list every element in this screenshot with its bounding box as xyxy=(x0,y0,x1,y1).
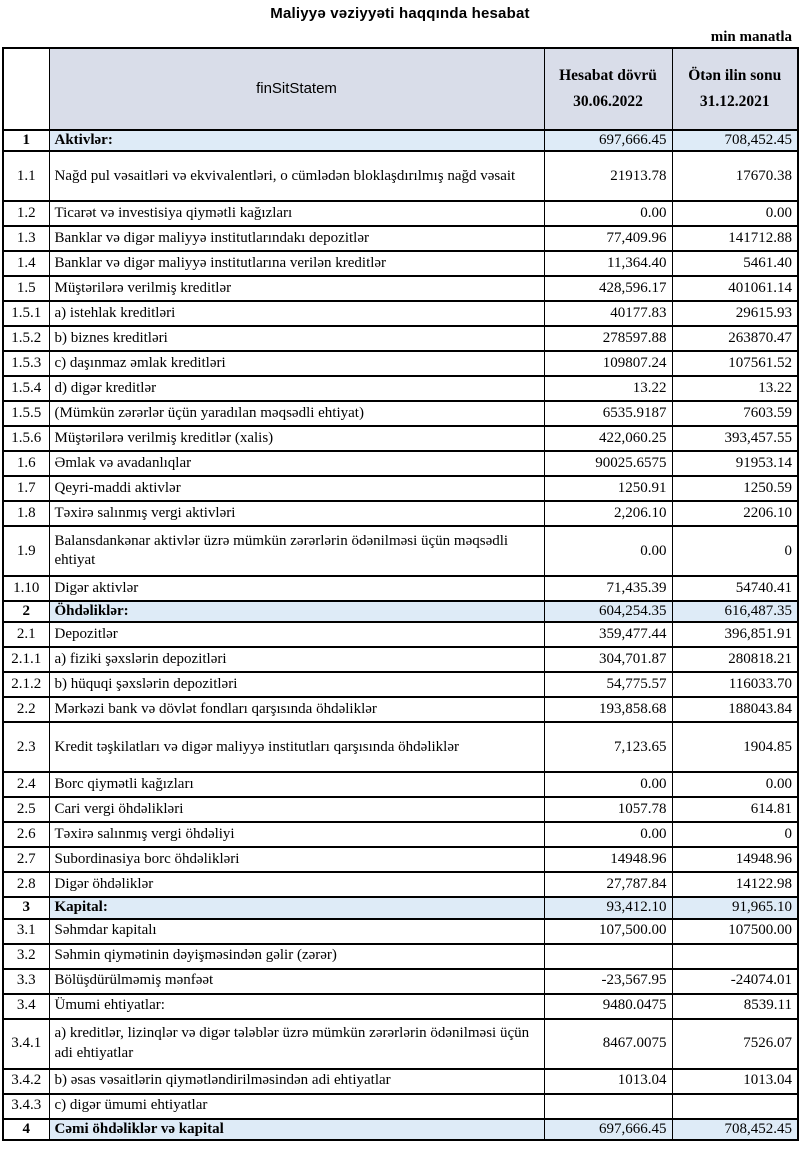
row-label-cell: Ticarət və investisiya qiymətli kağızları xyxy=(49,201,544,226)
row-label-cell: Müştərilərə verilmiş kreditlər xyxy=(49,276,544,301)
table-row xyxy=(3,251,798,276)
row-value-prior-cell: 54740.41 xyxy=(672,576,798,601)
row-label-cell: Borc qiymətli kağızları xyxy=(49,772,544,797)
row-value-prior-cell: 393,457.55 xyxy=(672,426,798,451)
row-value-prior-cell: 107500.00 xyxy=(672,919,798,944)
table-row xyxy=(3,872,798,897)
row-label-cell: Subordinasiya borc öhdəlikləri xyxy=(49,847,544,872)
table-row xyxy=(3,919,798,944)
row-value-current-cell: 359,477.44 xyxy=(544,622,672,647)
row-value-current-cell: 14948.96 xyxy=(544,847,672,872)
row-value-prior-cell: 1904.85 xyxy=(672,722,798,772)
table-row xyxy=(3,722,798,772)
row-value-current-cell: 11,364.40 xyxy=(544,251,672,276)
table-row xyxy=(3,647,798,672)
row-number-cell: 3.4.2 xyxy=(3,1069,49,1094)
row-label-cell: Depozitlər xyxy=(49,622,544,647)
table-row xyxy=(3,1069,798,1094)
row-value-current-cell: 107,500.00 xyxy=(544,919,672,944)
table-row xyxy=(3,1019,798,1069)
table-row xyxy=(3,576,798,601)
row-value-prior-cell: 116033.70 xyxy=(672,672,798,697)
row-value-current-cell: 13.22 xyxy=(544,376,672,401)
row-number-cell: 3 xyxy=(3,897,49,918)
row-value-current-cell: 0.00 xyxy=(544,201,672,226)
row-label-cell: d) digər kreditlər xyxy=(49,376,544,401)
row-value-prior-cell: 7526.07 xyxy=(672,1019,798,1069)
row-number-cell: 1.3 xyxy=(3,226,49,251)
table-row xyxy=(3,772,798,797)
row-value-current-cell: 604,254.35 xyxy=(544,601,672,622)
header-corner-cell xyxy=(3,48,49,130)
table-row xyxy=(3,451,798,476)
row-value-current-cell: 7,123.65 xyxy=(544,722,672,772)
page-title: Maliyyə vəziyyəti haqqında hesabat xyxy=(270,5,530,22)
row-label-cell: Nağd pul vəsaitləri və ekvivalentləri, o cümlədən bloklaşdırılmış nağd vəsait xyxy=(49,151,544,201)
row-value-prior-cell: 13.22 xyxy=(672,376,798,401)
row-value-prior-cell: 2206.10 xyxy=(672,501,798,526)
row-label-cell: Müştərilərə verilmiş kreditlər (xalis) xyxy=(49,426,544,451)
row-value-current-cell: 6535.9187 xyxy=(544,401,672,426)
row-value-prior-cell: 1013.04 xyxy=(672,1069,798,1094)
table-row xyxy=(3,526,798,576)
row-label-cell: Kapital: xyxy=(49,897,544,918)
row-value-current-cell: 93,412.10 xyxy=(544,897,672,918)
row-value-current-cell: 697,666.45 xyxy=(544,1119,672,1140)
table-row xyxy=(3,426,798,451)
row-label-cell: Digər öhdəliklər xyxy=(49,872,544,897)
row-value-prior-cell: 8539.11 xyxy=(672,994,798,1019)
table-row xyxy=(3,151,798,201)
row-value-current-cell: 0.00 xyxy=(544,526,672,576)
row-number-cell: 1.5.2 xyxy=(3,326,49,351)
row-label-cell: a) istehlak kreditləri xyxy=(49,301,544,326)
row-label-cell: Balansdankənar aktivlər üzrə mümkün zərərlərin ödənilməsi üçün məqsədli ehtiyat xyxy=(49,526,544,576)
row-value-current-cell: 193,858.68 xyxy=(544,697,672,722)
row-label-cell: Öhdəliklər: xyxy=(49,601,544,622)
financial-statement-table xyxy=(2,47,799,1141)
table-row xyxy=(3,1119,798,1140)
row-value-current-cell: 697,666.45 xyxy=(544,130,672,151)
table-row xyxy=(3,130,798,151)
row-value-prior-cell: 0 xyxy=(672,526,798,576)
table-row xyxy=(3,326,798,351)
row-value-current-cell: 109807.24 xyxy=(544,351,672,376)
row-value-prior-cell: 91,965.10 xyxy=(672,897,798,918)
row-value-prior-cell: 0.00 xyxy=(672,772,798,797)
row-number-cell: 1.10 xyxy=(3,576,49,601)
row-value-prior-cell: 396,851.91 xyxy=(672,622,798,647)
row-value-current-cell: 9480.0475 xyxy=(544,994,672,1019)
table-row xyxy=(3,994,798,1019)
row-number-cell: 2 xyxy=(3,601,49,622)
row-number-cell: 2.1.1 xyxy=(3,647,49,672)
table-row xyxy=(3,969,798,994)
row-number-cell: 2.8 xyxy=(3,872,49,897)
row-number-cell: 2.1.2 xyxy=(3,672,49,697)
row-value-current-cell: 8467.0075 xyxy=(544,1019,672,1069)
header-current-period-date: 30.06.2022 xyxy=(573,93,643,110)
row-label-cell: Ümumi ehtiyatlar: xyxy=(49,994,544,1019)
table-row xyxy=(3,351,798,376)
row-label-cell: Təxirə salınmış vergi öhdəliyi xyxy=(49,822,544,847)
row-value-prior-cell: 91953.14 xyxy=(672,451,798,476)
row-number-cell: 3.4.1 xyxy=(3,1019,49,1069)
row-value-prior-cell: 141712.88 xyxy=(672,226,798,251)
row-number-cell: 2.1 xyxy=(3,622,49,647)
row-value-prior-cell: 1250.59 xyxy=(672,476,798,501)
row-number-cell: 3.4.3 xyxy=(3,1094,49,1119)
row-number-cell: 1 xyxy=(3,130,49,151)
row-label-cell: Cari vergi öhdəlikləri xyxy=(49,797,544,822)
row-number-cell: 1.9 xyxy=(3,526,49,576)
header-description-cell: finSitStatem xyxy=(49,48,544,130)
row-number-cell: 1.5.5 xyxy=(3,401,49,426)
row-label-cell: Kredit təşkilatları və digər maliyyə institutları qarşısında öhdəliklər xyxy=(49,722,544,772)
table-row xyxy=(3,401,798,426)
row-value-prior-cell: 188043.84 xyxy=(672,697,798,722)
row-number-cell: 3.1 xyxy=(3,919,49,944)
row-number-cell: 2.6 xyxy=(3,822,49,847)
row-value-prior-cell: 107561.52 xyxy=(672,351,798,376)
header-prior-period-date: 31.12.2021 xyxy=(699,93,770,110)
row-value-current-cell: 1013.04 xyxy=(544,1069,672,1094)
row-label-cell: b) biznes kreditləri xyxy=(49,326,544,351)
row-number-cell: 2.5 xyxy=(3,797,49,822)
table-row xyxy=(3,301,798,326)
row-value-prior-cell: 616,487.35 xyxy=(672,601,798,622)
row-label-cell: Səhmin qiymətinin dəyişməsindən gəlir (zərər) xyxy=(49,944,544,969)
row-value-prior-cell: 14948.96 xyxy=(672,847,798,872)
row-value-current-cell: 27,787.84 xyxy=(544,872,672,897)
table-row xyxy=(3,697,798,722)
row-value-prior-cell: -24074.01 xyxy=(672,969,798,994)
row-value-prior-cell: 280818.21 xyxy=(672,647,798,672)
row-label-cell: Banklar və digər maliyyə institutlarındakı depozitlər xyxy=(49,226,544,251)
row-label-cell: c) daşınmaz əmlak kreditləri xyxy=(49,351,544,376)
row-value-current-cell xyxy=(544,1094,672,1119)
row-number-cell: 1.5.1 xyxy=(3,301,49,326)
row-label-cell: (Mümkün zərərlər üçün yaradılan məqsədli ehtiyat) xyxy=(49,401,544,426)
header-prior-period-label: Ötən ilin sonu xyxy=(688,67,782,85)
row-label-cell: Təxirə salınmış vergi aktivləri xyxy=(49,501,544,526)
row-label-cell: b) əsas vəsaitlərin qiymətləndirilməsindən adi ehtiyatlar xyxy=(49,1069,544,1094)
row-value-prior-cell: 0.00 xyxy=(672,201,798,226)
table-row xyxy=(3,1094,798,1119)
row-value-prior-cell xyxy=(672,1094,798,1119)
row-value-prior-cell: 708,452.45 xyxy=(672,1119,798,1140)
row-value-current-cell: 304,701.87 xyxy=(544,647,672,672)
row-number-cell: 1.5.6 xyxy=(3,426,49,451)
row-label-cell: c) digər ümumi ehtiyatlar xyxy=(49,1094,544,1119)
table-row xyxy=(3,201,798,226)
row-label-cell: Bölüşdürülməmiş mənfəət xyxy=(49,969,544,994)
row-value-current-cell: 54,775.57 xyxy=(544,672,672,697)
header-current-period-cell xyxy=(544,48,672,130)
row-number-cell: 1.8 xyxy=(3,501,49,526)
table-header-row xyxy=(3,48,798,130)
row-number-cell: 2.7 xyxy=(3,847,49,872)
row-number-cell: 4 xyxy=(3,1119,49,1140)
row-value-current-cell: 428,596.17 xyxy=(544,276,672,301)
row-value-prior-cell: 29615.93 xyxy=(672,301,798,326)
row-value-prior-cell: 263870.47 xyxy=(672,326,798,351)
row-value-prior-cell: 7603.59 xyxy=(672,401,798,426)
row-number-cell: 1.7 xyxy=(3,476,49,501)
row-number-cell: 1.5.3 xyxy=(3,351,49,376)
header-prior-period-cell xyxy=(672,48,798,130)
row-value-current-cell: 77,409.96 xyxy=(544,226,672,251)
row-number-cell: 3.4 xyxy=(3,994,49,1019)
row-value-current-cell xyxy=(544,944,672,969)
row-value-prior-cell: 5461.40 xyxy=(672,251,798,276)
row-value-current-cell: 21913.78 xyxy=(544,151,672,201)
table-body xyxy=(3,130,798,1140)
row-label-cell: Qeyri-maddi aktivlər xyxy=(49,476,544,501)
row-number-cell: 1.1 xyxy=(3,151,49,201)
row-number-cell: 2.4 xyxy=(3,772,49,797)
row-label-cell: Banklar və digər maliyyə institutlarına verilən kreditlər xyxy=(49,251,544,276)
row-value-current-cell: 2,206.10 xyxy=(544,501,672,526)
row-label-cell: a) kreditlər, lizinqlər və digər tələblər üzrə mümkün zərərlərin ödənilməsi üçün adi ehtiyatlar xyxy=(49,1019,544,1069)
table-row xyxy=(3,276,798,301)
row-label-cell: Səhmdar kapitalı xyxy=(49,919,544,944)
row-value-prior-cell: 708,452.45 xyxy=(672,130,798,151)
table-row xyxy=(3,847,798,872)
row-value-prior-cell: 17670.38 xyxy=(672,151,798,201)
row-number-cell: 1.5.4 xyxy=(3,376,49,401)
header-current-period-label: Hesabat dövrü xyxy=(559,67,657,85)
table-row xyxy=(3,622,798,647)
row-number-cell: 1.6 xyxy=(3,451,49,476)
row-number-cell: 1.2 xyxy=(3,201,49,226)
row-value-prior-cell: 401061.14 xyxy=(672,276,798,301)
row-number-cell: 1.5 xyxy=(3,276,49,301)
table-row xyxy=(3,797,798,822)
row-number-cell: 3.3 xyxy=(3,969,49,994)
row-label-cell: Cəmi öhdəliklər və kapital xyxy=(49,1119,544,1140)
table-row xyxy=(3,226,798,251)
row-label-cell: b) hüquqi şəxslərin depozitləri xyxy=(49,672,544,697)
table-row xyxy=(3,897,798,918)
table-row xyxy=(3,376,798,401)
row-value-current-cell: 1250.91 xyxy=(544,476,672,501)
row-value-current-cell: 71,435.39 xyxy=(544,576,672,601)
row-value-prior-cell xyxy=(672,944,798,969)
row-value-prior-cell: 614.81 xyxy=(672,797,798,822)
row-value-current-cell: 422,060.25 xyxy=(544,426,672,451)
row-number-cell: 2.3 xyxy=(3,722,49,772)
row-label-cell: a) fiziki şəxslərin depozitləri xyxy=(49,647,544,672)
table-row xyxy=(3,601,798,622)
row-number-cell: 1.4 xyxy=(3,251,49,276)
row-value-current-cell: 90025.6575 xyxy=(544,451,672,476)
row-value-current-cell: 1057.78 xyxy=(544,797,672,822)
table-row xyxy=(3,476,798,501)
row-value-current-cell: 0.00 xyxy=(544,822,672,847)
row-value-current-cell: -23,567.95 xyxy=(544,969,672,994)
row-label-cell: Əmlak və avadanlıqlar xyxy=(49,451,544,476)
table-row xyxy=(3,501,798,526)
row-value-current-cell: 40177.83 xyxy=(544,301,672,326)
row-value-prior-cell: 0 xyxy=(672,822,798,847)
row-value-current-cell: 0.00 xyxy=(544,772,672,797)
table-row xyxy=(3,944,798,969)
unit-note: min manatla xyxy=(710,29,792,45)
row-value-current-cell: 278597.88 xyxy=(544,326,672,351)
row-label-cell: Digər aktivlər xyxy=(49,576,544,601)
row-label-cell: Aktivlər: xyxy=(49,130,544,151)
row-value-prior-cell: 14122.98 xyxy=(672,872,798,897)
row-number-cell: 2.2 xyxy=(3,697,49,722)
row-label-cell: Mərkəzi bank və dövlət fondları qarşısında öhdəliklər xyxy=(49,697,544,722)
table-row xyxy=(3,822,798,847)
row-number-cell: 3.2 xyxy=(3,944,49,969)
table-row xyxy=(3,672,798,697)
